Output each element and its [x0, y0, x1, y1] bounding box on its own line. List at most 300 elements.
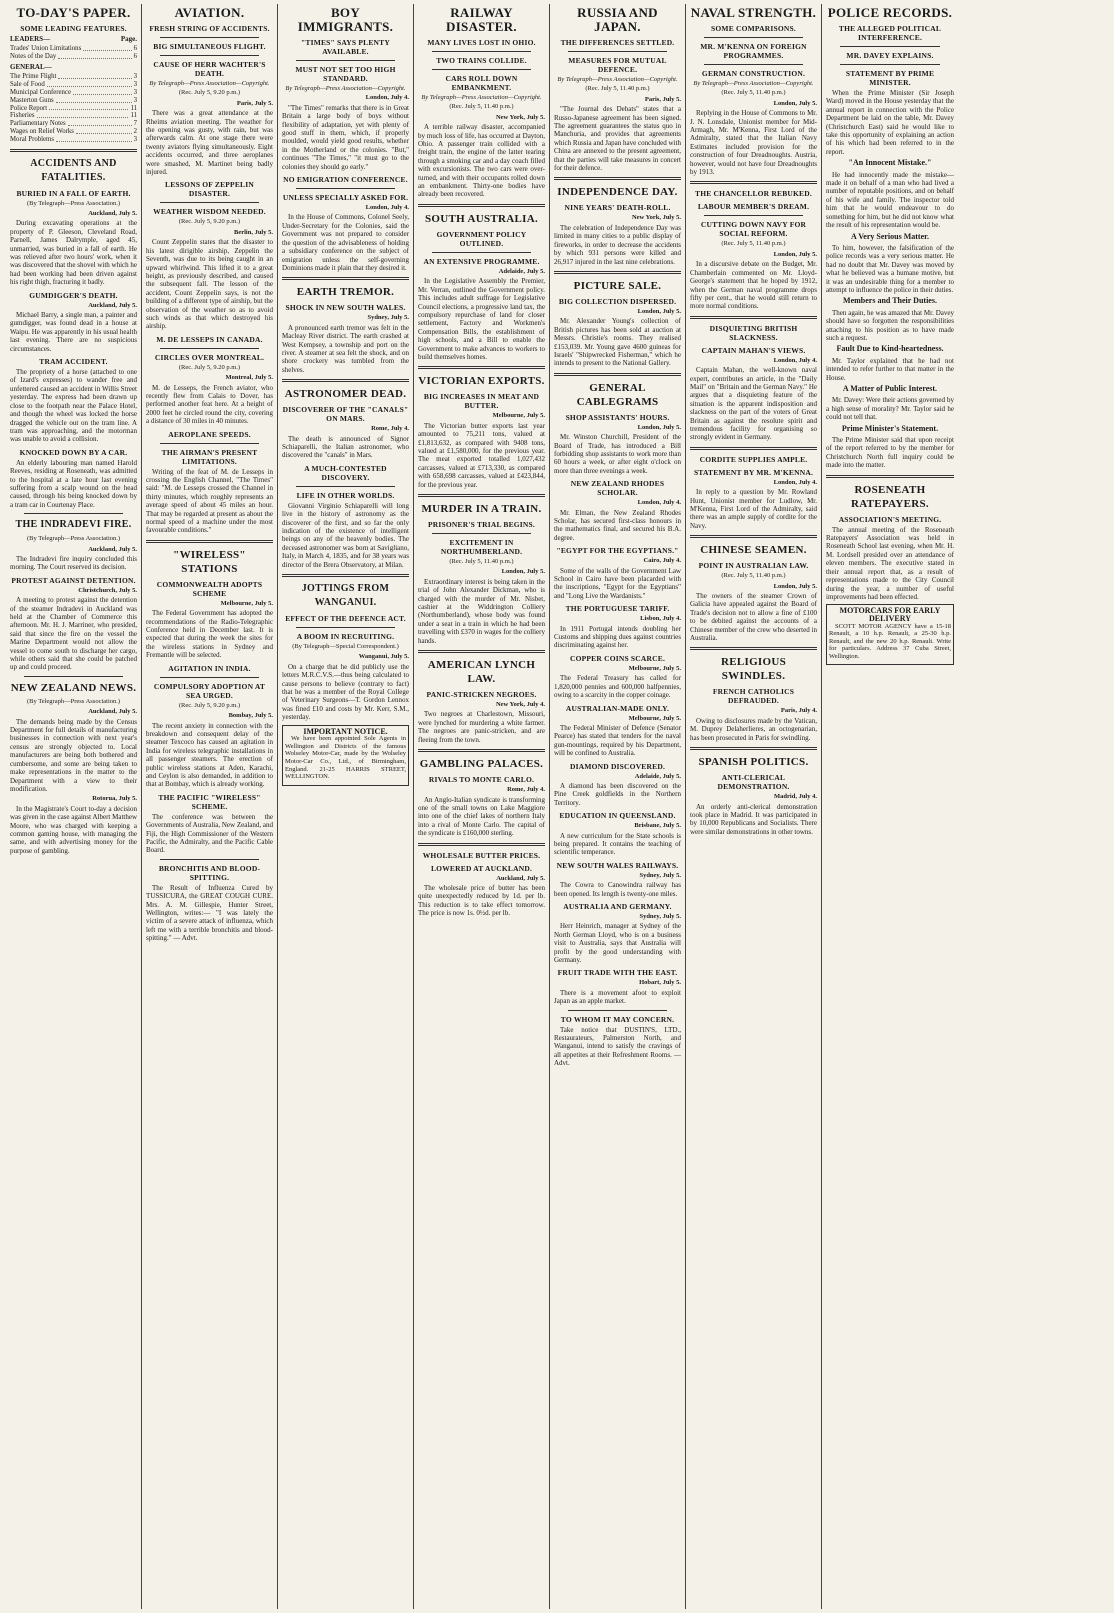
advert-heading: MOTORCARS FOR EARLY DELIVERY: [839, 606, 941, 623]
received-time: (Rec. July 5, 11.40 p.m.): [721, 89, 786, 97]
index-label: Trades' Union Limitations: [10, 45, 82, 53]
article-subhead: PRISONER'S TRIAL BEGINS.: [428, 520, 535, 529]
divider: [296, 60, 395, 61]
spanish-politics-heading: SPANISH POLITICS.: [698, 756, 809, 769]
article-body: A diamond has been discovered on the Pine Creek goldfields in the Northern Territory.: [554, 781, 681, 807]
index-dots: [56, 97, 132, 103]
general-heading: GENERAL—: [10, 63, 52, 71]
article-subhead: MUST NOT SET TOO HIGH STANDARD.: [295, 65, 396, 83]
railway-disaster-heading: RAILWAY DISASTER.: [446, 5, 517, 34]
index-dots: [68, 120, 132, 126]
article-subhead: SOME COMPARISONS.: [711, 24, 796, 33]
article-body: The propriety of a horse (attached to one of Izard's expresses) to wander free and unfettered caused an accident in Willis Street yesterday. The express had been drawn up close to the footpath near the Palace Hotel, and though the wheel was locked the horse dragged the vehicle out on the tram line. A tram was approaching, and the motorman was unable to avoid a collision.: [10, 368, 137, 444]
article-subhead: CAUSE OF HERR WACHTER'S DEATH.: [153, 60, 266, 78]
article-subhead: ASSOCIATION'S MEETING.: [838, 514, 942, 524]
astronomer-heading: ASTRONOMER DEAD.: [284, 388, 407, 401]
divider: [418, 204, 545, 207]
index-item[interactable]: [10, 45, 137, 53]
received-time: (Rec. July 5, 9.20 p.m.): [178, 89, 241, 97]
dateline: Christchurch, July 5.: [78, 586, 137, 594]
article-body: Mr. Taylor explained that he had not intended to refer further to that matter in the House.: [826, 356, 954, 382]
received-time: (Rec. July 5, 11.40 p.m.): [721, 572, 786, 580]
article-subhead: EFFECT OF THE DEFENCE ACT.: [285, 614, 406, 624]
dateline: London, July 4.: [637, 499, 681, 507]
divider: [418, 494, 545, 497]
article-body: An Anglo-Italian syndicate is transforming one of the small towns on Lake Maggiore into one of the chief lakes of northern Italy into a rival of Monte Carlo. The capital of the syndicate is £160,000 sterling.: [418, 795, 545, 838]
article-body: An elderly labouring man named Harold Reeves, residing at Roseneath, was admitted to the hospital at a late hour last evening suffering from a scalp wound on the head caused, through his being knocked down by a tram car in Courtenay Place.: [10, 458, 137, 509]
lynch-law-heading: AMERICAN LYNCH LAW.: [427, 659, 536, 686]
article-body: Mr. Alexander Young's collection of British pictures has been sold at auction at Messrs. Christie's rooms. They realised £153,039. Mr. Young gave 4600 guineas for Israels' "Shipwrecked Fisherman," which he intends to present to the National Gallery.: [554, 317, 681, 368]
article-subhead: UNLESS SPECIALLY ASKED FOR.: [282, 193, 409, 203]
article-subhead: THE DIFFERENCES SETTLED.: [560, 38, 675, 47]
index-dots: [76, 128, 132, 134]
index-item[interactable]: [10, 97, 137, 105]
dateline: Auckland, July 5.: [496, 874, 545, 882]
article-subhead: CIRCLES OVER MONTREAL.: [154, 352, 265, 362]
earth-tremor-heading: EARTH TREMOR.: [296, 286, 395, 299]
received-time: (Rec. July 5, 11.40 p.m.): [449, 103, 514, 111]
boy-immigrants-heading: BOY IMMIGRANTS.: [297, 5, 394, 34]
article-subhead: THE CHANCELLOR REBUKED.: [695, 189, 812, 199]
article-subhead: THE PACIFIC "WIRELESS" SCHEME.: [158, 792, 261, 811]
dateline: Melbourne, July 5.: [628, 664, 681, 672]
article-subhead: WEATHER WISDOM NEEDED.: [153, 207, 266, 217]
index-label: Notes of the Day: [10, 53, 57, 61]
article-subhead: NEW SOUTH WALES RAILWAYS.: [556, 860, 679, 870]
todays-paper-subtitle: SOME LEADING FEATURES.: [20, 24, 127, 33]
dateline: Sydney, July 5.: [367, 314, 409, 322]
leaders-heading: [10, 35, 137, 43]
index-dots: [58, 53, 131, 59]
article-body: The Victorian butter exports last year amounted to 75,211 tons, valued at £1,813,632, as compared with 9408 tons, valued at £1,580,000, for the previous year. The meat exported totalled 1,027,432 carcasses, valued at £713,330, as compared with 658,698 carcasses, valued at £423,844, for the previous year.: [418, 421, 545, 489]
divider: [690, 316, 817, 319]
index-label: Sale of Food: [10, 81, 45, 89]
article-subhead: AN EXTENSIVE PROGRAMME.: [423, 256, 540, 266]
dateline: London, July 4.: [365, 94, 409, 102]
advert-body: We have been appointed Sole Agents in Wellington and Districts of the famous Wolseley Motor-Car, made by the Wolseley Motor-Car Co., Ltd., of Birmingham, England. 21-25 HARRIS STREET, WELLINGTON.: [285, 735, 406, 781]
divider: [160, 55, 259, 56]
article-subhead: M. DE LESSEPS IN CANADA.: [156, 334, 263, 344]
article-subhead: STATEMENT BY MR. M'KENNA.: [693, 467, 814, 477]
received-time: (Rec. July 5, 11.40 p.m.): [449, 558, 514, 565]
section-heading: Prime Minister's Statement.: [841, 423, 939, 433]
article-subhead: LABOUR MEMBER'S DREAM.: [697, 202, 810, 212]
article-subhead: "TIMES" SAYS PLENTY AVAILABLE.: [301, 38, 390, 56]
divider: [160, 677, 259, 678]
article-subhead: BIG SIMULTANEOUS FLIGHT.: [153, 42, 266, 51]
article-subhead: AEROPLANE SPEEDS.: [168, 429, 251, 439]
advert-body: The Result of Influenza Cured by TUSSICURA, the GREAT COUGH CURE. Mrs. A. M. Gillespie, Hunter Street, Wellington, writes:— "I was lately the victim of a severe attack of influenza, which left me with a terrible bronchitis and blood-spitting." — Advt.: [146, 883, 273, 943]
leaders-label: LEADERS—: [10, 35, 51, 43]
divider: [690, 447, 817, 450]
article-body: The demands being made by the Census Department for full details of manufacturing businesses in connection with next year's census are strongly objected to. Local manufacturers are being both bothered and cumbersome, and some are being taken to make representations in the matter to the Department with a view to their modification.: [10, 717, 137, 793]
dateline: Adelaide, July 5.: [634, 772, 681, 780]
divider: [690, 647, 817, 650]
dateline: London, July 5.: [501, 568, 545, 576]
divider: [282, 277, 409, 280]
article-body: An orderly anti-clerical demonstration took place in Madrid. It was participated in by 10,000 Republicans and Socialists. There were similar demonstrations in other towns.: [690, 802, 817, 836]
article-subhead: COMPULSORY ADOPTION AT SEA URGED.: [153, 681, 266, 700]
article-subhead: KNOCKED DOWN BY A CAR.: [19, 447, 128, 457]
index-label: Police Report: [10, 104, 48, 112]
article-body: Count Zeppelin states that the disaster to his latest dirigible airship, Zeppelin the Seventh, was due to its being caught in an upward whirlwind. This lifted it to a great height, as previously described, and caused the subsequent fall. The lesson of the accident, Count Zeppelin says, is not the building of a different type of airship, but the observation of the weather so as to avoid such winds as that which destroyed his airship.: [146, 238, 273, 331]
dateline: Melbourne, July 5.: [628, 714, 681, 722]
divider: [554, 177, 681, 180]
article-subhead: WHOLESALE BUTTER PRICES.: [422, 850, 541, 860]
index-item[interactable]: [10, 81, 137, 89]
article-body: The Federal Government has adopted the recommendations of the Radio-Telegraphic Conference held in December last. It is expected that during the week the sites for the wireless stations in Sydney and Fremantle will be selected.: [146, 609, 273, 660]
dateline: Cairo, July 4.: [643, 557, 681, 565]
dateline: Paris, July 4.: [780, 707, 817, 715]
article-body: Writing of the feat of M. de Lesseps in crossing the English Channel, "The Times" said: "M. de Lesseps crossed the Channel in thirty minutes, which roughly represents an average speed of about 45 miles an hour. That may be regarded at present as about the normal speed of a machine under the most favourable conditions.": [146, 467, 273, 535]
article-body: On a charge that he did publicly use the letters M.R.C.V.S.—thus being calculated to cause persons to believe (contrary to fact) that he was a member of the Royal College of Veterinary Surgeons—T. Gordon Lennox was fined £10 and costs by Mr. Kerr, S.M., yesterday.: [282, 662, 409, 722]
dateline: London, July 4.: [773, 478, 817, 486]
accidents-heading: ACCIDENTS AND FATALITIES.: [30, 157, 117, 183]
advert-heading: IMPORTANT NOTICE.: [303, 726, 388, 736]
divider: [418, 749, 545, 752]
divider: [840, 46, 940, 47]
index-item[interactable]: [10, 89, 137, 97]
article-subhead: THE PORTUGUESE TARIFF.: [565, 604, 670, 614]
victorian-exports-heading: VICTORIAN EXPORTS.: [418, 375, 545, 388]
dateline: Auckland, July 5.: [88, 708, 137, 716]
dateline: Lisbon, July 4.: [640, 615, 681, 623]
section-heading: A Matter of Public Interest.: [842, 384, 938, 393]
byline: (By Telegraph—Press Association.): [26, 697, 121, 705]
divider: [296, 188, 395, 189]
divider: [160, 202, 259, 203]
article-subhead: EDUCATION IN QUEENSLAND.: [559, 811, 676, 821]
article-body: "The Journal des Debats" states that a Russo-Japanese agreement has been signed. The agreement guarantees the status quo in Manchuria, and provides that agreements which Russia and Japan have concluded with China are annexed to the present agreement, that the parties will take measures in concert for their defence.: [554, 105, 681, 173]
column-1: [6, 4, 142, 1609]
wireless-heading: "WIRELESS" STATIONS: [173, 548, 246, 575]
article-body: M. de Lesseps, the French aviator, who recently flew from Calais to Dover, has performed another feat here. At a height of 2000 feet he circled round the city, covering a distance of 30 miles in 40 minutes.: [146, 383, 273, 426]
article-subhead: COPPER COINS SCARCE.: [569, 653, 666, 663]
article-body: "The Times" remarks that there is in Great Britain a large body of boys without flexibility of adaptation, yet with plenty of good stuff in them, which, if properly moulded, would yield good results, whether in the Motherland or the colonies. "But," continues "The Times," "it must go to the colonies they should go early.": [282, 103, 409, 171]
article-body: In 1911 Portugal intends doubling her Customs and shipping dues against countries discriminating against her.: [554, 624, 681, 650]
index-page: 11: [130, 112, 137, 120]
index-item[interactable]: [10, 136, 137, 144]
indradevi-heading: THE INDRADEVI FIRE.: [15, 519, 132, 531]
todays-paper-title: TO-DAY'S PAPER.: [16, 5, 131, 20]
article-subhead: PROTEST AGAINST DETENTION.: [11, 575, 136, 585]
article-body: In the Legislative Assembly the Premier, Mr. Verran, outlined the Government policy. This includes adult suffrage for Legislative Council elections, a progressive land tax, the compulsory repurchase of land for closer settlement, Factory and Workmen's Compensation Bills, the establishment of high schools, and a Bill to enable the Government to make advances to workers to build themselves homes.: [418, 277, 545, 361]
section-heading: Fault Due to Kind-heartedness.: [836, 344, 944, 354]
article-subhead: A MUCH-CONTESTED DISCOVERY.: [304, 463, 387, 482]
dateline: Berlin, July 5.: [233, 228, 273, 236]
divider: [432, 51, 531, 52]
article-subhead: TRAM ACCIDENT.: [39, 357, 108, 367]
article-subhead: "EGYPT FOR THE EGYPTIANS.": [556, 546, 679, 556]
article-body: The owners of the steamer Crown of Galicia have appealed against the Board of Trade's decision not to allow a fine of £100 to be debited against the accounts of a Chinese member of the crew who deserted in Australia.: [690, 592, 817, 643]
dateline: London, July 5.: [773, 99, 817, 107]
article-body: Giovanni Virginio Schiaparelli will long live in the history of astronomy as the discoverer of the first, and so far the only indication of the existence of intelligent beings on any of the heavenly bodies. The deceased astronomer was born at Savigliano, Italy, in March 4, 1835, and for 38 years was director of the Brera Observatory, at Milan.: [282, 501, 409, 569]
article-subhead: AUSTRALIAN-MADE ONLY.: [565, 703, 670, 713]
byline: (By Telegraph—Special Correspondent.): [292, 643, 399, 651]
wanganui-heading: JOTTINGS FROM WANGANUI.: [301, 583, 390, 609]
dateline: Auckland, July 5.: [88, 209, 137, 217]
index-dots: [37, 112, 129, 118]
byline: By Telegraph—Press Association—Copyright.: [421, 94, 542, 101]
divider: [554, 373, 681, 376]
police-records-heading: POLICE RECORDS.: [827, 5, 953, 20]
index-item[interactable]: [10, 120, 137, 128]
dateline: New York, July 4.: [495, 701, 545, 709]
divider: [432, 533, 531, 534]
dateline: Brisbane, July 5.: [634, 822, 681, 830]
article-subhead: GERMAN CONSTRUCTION.: [701, 69, 806, 78]
divider: [282, 574, 409, 577]
article-subhead: TWO TRAINS COLLIDE.: [436, 56, 527, 65]
index-page: 6: [133, 45, 137, 53]
divider: [24, 676, 123, 677]
index-label: The Prime Flight: [10, 73, 57, 81]
byline: By Telegraph—Press Association—Copyright.: [285, 85, 406, 92]
index-label: Moral Problems: [10, 135, 54, 143]
advert-heading: BRONCHITIS AND BLOOD-SPITTING.: [158, 863, 261, 882]
article-subhead: CARS ROLL DOWN EMBANKMENT.: [445, 74, 518, 92]
page-label: Page.: [120, 35, 137, 43]
received-time: (Rec. July 5, 11.40 p.m.): [721, 240, 786, 248]
article-subhead: NEW ZEALAND RHODES SCHOLAR.: [570, 479, 665, 498]
article-subhead: NO EMIGRATION CONFERENCE.: [283, 175, 408, 185]
divider: [554, 271, 681, 274]
index-page: 3: [133, 96, 137, 104]
divider: [296, 627, 395, 628]
roseneath-heading: ROSENEATH RATEPAYERS.: [851, 483, 929, 510]
article-subhead: BIG COLLECTION DISPERSED.: [558, 296, 677, 306]
section-heading: Members and Their Duties.: [843, 296, 937, 306]
index-label: Wages on Relief Works: [10, 127, 74, 135]
article-body: There was a great attendance at the Rheims aviation meeting. The weather for the opening was gusty, with rain, but was afterwards calm. At one stage there were twenty aviators flying simultaneously. Eight accidents occurred, and three aeroplanes were smashed, M. Martinet being badly injured.: [146, 109, 273, 177]
murder-train-heading: MURDER IN A TRAIN.: [421, 503, 542, 515]
index-page: 7: [133, 120, 137, 128]
article-subhead: MR. M'KENNA ON FOREIGN PROGRAMMES.: [700, 42, 807, 60]
index-label: Masterton Guns: [10, 96, 54, 104]
article-body: A pronounced earth tremor was felt in the Macleay River district. The earth crashed at West Kempsey, a township and port on the river. A steamer at sea felt the shock, and on shore crockery was tumbled from the shelves.: [282, 323, 409, 374]
divider: [24, 513, 123, 514]
article-subhead: ANTI-CLERICAL DEMONSTRATION.: [717, 773, 790, 792]
dateline: London, July 5.: [773, 250, 817, 258]
section-heading: "An Innocent Mistake.": [848, 158, 932, 168]
advert-body: Take notice that DUSTIN'S, LTD., Restaurateurs, Palmerston North, and Wanganui, intend to satisfy the cravings of all appetites at their Refreshment Rooms. — Advt.: [554, 1025, 681, 1068]
article-subhead: DIAMOND DISCOVERED.: [569, 761, 666, 771]
article-subhead: LOWERED AT AUCKLAND.: [430, 863, 533, 873]
article-subhead: BIG INCREASES IN MEAT AND BUTTER.: [423, 392, 540, 411]
divider: [826, 475, 954, 478]
index-page: 6: [133, 53, 137, 61]
index-item[interactable]: [10, 73, 137, 81]
dateline: London, July 5.: [637, 307, 681, 315]
article-body: The Indradevi fire inquiry concluded this morning. The Court reserved its decision.: [10, 554, 137, 572]
divider: [690, 747, 817, 750]
divider: [568, 1010, 667, 1011]
article-body: The Cowra to Canowindra railway has been opened. Its length is twenty-one miles.: [554, 881, 681, 898]
index-page: 3: [133, 81, 137, 89]
article-subhead: GUMDIGGER'S DEATH.: [29, 290, 118, 300]
dateline: London, July 5.: [637, 423, 681, 431]
article-body: Owing to disclosures made by the Vatican, M. Duprey Delaherlieres, an octogenarian, has been prosecuted in Paris for swindling.: [690, 716, 817, 742]
dateline: Paris, July 5.: [236, 99, 273, 107]
dateline: London, July 4.: [365, 204, 409, 212]
dateline: New York, July 5.: [495, 113, 545, 121]
received-time: (Rec. July 5, 9.20 p.m.): [178, 218, 241, 226]
article-body: In a discursive debate on the Budget, Mr. Chamberlain commented on Mr. Lloyd-George's statement that he hoped by 1912, when the German naval programme drops fifty per cent., that he would still return to more normal conditions.: [690, 260, 817, 311]
index-item[interactable]: [10, 53, 137, 61]
dateline: Melbourne, July 5.: [220, 599, 273, 607]
advert-body: SCOTT MOTOR AGENCY have a 15-18 Renault, a 10 h.p. Renault, a 25-30 h.p. Renault, and the new 20 h.p. Renault. Write for particulars. Address 37 Cuba Street, Wellington.: [829, 622, 951, 660]
article-body: A new curriculum for the State schools is being prepared. It contains the teaching of scientific temperance.: [554, 831, 681, 857]
advert-box: [826, 604, 954, 665]
divider: [704, 64, 803, 65]
column-2: [142, 4, 278, 1609]
article-subhead: GOVERNMENT POLICY OUTLINED.: [436, 229, 527, 248]
index-dots: [47, 81, 132, 87]
divider: [10, 149, 137, 152]
article-subhead: THE ALLEGED POLITICAL INTERFERENCE.: [838, 24, 942, 42]
aviation-heading: AVIATION.: [174, 5, 245, 20]
article-body: Mr. Davey: Were their actions governed by a high sense of morality? Mr. Taylor said he could not tell that.: [826, 396, 954, 422]
article-body: During excavating operations at the property of P. Gleeson, Cleveland Road, Parnell, James Dalrymple, aged 45, unmarried, was buried in a fall of earth. He was relieved after two hours' work, when it was discovered that the shovel with which he had been working had been driven against his right thigh, fracturing it badly.: [10, 219, 137, 287]
divider: [160, 348, 259, 349]
dateline: Wanganui, July 5.: [358, 653, 409, 661]
article-subhead: CORDITE SUPPLIES AMPLE.: [699, 454, 808, 464]
article-subhead: COMMONWEALTH ADOPTS SCHEME: [156, 579, 263, 598]
article-body: A terrible railway disaster, accompanied by much loss of life, has occurred at Dayton, Ohio. A passenger train collided with a freight train, the engine of the latter tearing through a smoking car and a day coach filled with excursionists. The two cars were over-turned, and with their occupants rolled down an embankment. Thirty-one bodies have already been recovered.: [418, 123, 545, 199]
article-body: Mr. Elman, the New Zealand Rhodes Scholar, has secured first-class honours in the mathematics final, and secured his B.A. degree.: [554, 508, 681, 542]
dateline: Auckland, July 5.: [88, 545, 137, 553]
article-subhead: BURIED IN A FALL OF EARTH.: [16, 188, 131, 198]
article-body: The death is announced of Signor Schiaparelli, the Italian astronomer, who discovered the "canals" in Mars.: [282, 434, 409, 460]
index-item[interactable]: [10, 112, 137, 120]
dateline: Adelaide, July 5.: [498, 267, 545, 275]
article-subhead: SHOP ASSISTANTS' HOURS.: [565, 412, 670, 422]
divider: [418, 366, 545, 369]
divider: [568, 51, 667, 52]
dateline: Montreal, July 5.: [225, 374, 273, 382]
advert-heading: TO WHOM IT MAY CONCERN.: [560, 1014, 675, 1024]
divider: [146, 540, 273, 543]
article-subhead: LIFE IN OTHER WORLDS.: [296, 490, 395, 500]
received-time: (Rec. July 5, 9.20 p.m.): [178, 363, 241, 371]
index-dots: [58, 73, 131, 79]
column-5: [550, 4, 686, 1609]
byline: (By Telegraph—Press Association.): [26, 199, 121, 207]
divider: [160, 859, 259, 860]
article-subhead: SHOCK IN NEW SOUTH WALES.: [285, 303, 406, 313]
dateline: London, July 5.: [773, 582, 817, 590]
byline: By Telegraph—Press Association—Copyright.: [693, 80, 814, 87]
article-body: In reply to a question by Mr. Rowland Hunt, Unionist member for Ludlow, Mr. M'Kenna, First Lord of the Admiralty, said there was an ample supply of cordite for the Navy.: [690, 488, 817, 530]
religious-swindles-heading: RELIGIOUS SWINDLES.: [720, 656, 787, 683]
article-body: The Federal Minister of Defence (Senator Pearce) has stated that tenders for the naval gun-mountings, required by his Department, will be confined to Australia.: [554, 723, 681, 758]
index-label: Municipal Conference: [10, 89, 71, 96]
south-australia-heading: SOUTH AUSTRALIA.: [425, 212, 538, 225]
dateline: Rome, July 4.: [507, 786, 545, 794]
article-body: The celebration of Independence Day was limited in many cities to a public display of fireworks, in order to decrease the accidents by which 931 persons were killed and 26,917 injured in the last nine celebrations.: [554, 223, 681, 266]
dateline: New York, July 5.: [631, 214, 681, 222]
general-cablegrams-heading: GENERAL CABLEGRAMS: [576, 381, 659, 408]
divider: [418, 843, 545, 846]
index-item[interactable]: [10, 128, 137, 136]
article-subhead: MANY LIVES LOST IN OHIO.: [427, 38, 536, 47]
article-subhead: THE AIRMAN'S PRESENT LIMITATIONS.: [161, 447, 258, 466]
article-body: Mr. Winston Churchill, President of the Board of Trade, has introduced a Bill forbidding shop assistants to work more than 60 hours a week, or after eight o'clock on more than three evenings a week.: [554, 433, 681, 475]
divider: [704, 37, 803, 38]
article-subhead: AGITATION IN INDIA.: [168, 663, 251, 673]
dateline: Sydney, July 5.: [639, 871, 681, 879]
divider: [432, 69, 531, 70]
dateline: Rotorua, July 5.: [92, 795, 137, 803]
article-subhead: PANIC-STRICKEN NEGROES.: [426, 690, 537, 700]
article-subhead: CUTTING DOWN NAVY FOR SOCIAL REFORM.: [700, 220, 807, 239]
article-body: In the Magistrate's Court to-day a decision was given in the case against Albert Matthew Moore, who was charged with keeping a common gaming house, with managing the same, and with advertising money for the purpose of gambling.: [10, 804, 137, 855]
leaders-index: [10, 45, 137, 61]
article-body: There is a movement afoot to exploit Japan as an apple market.: [554, 988, 681, 1006]
article-body: The Federal Treasury has called for 1,820,000 pennies and 600,000 halfpennies, owing to a scarcity in the copper coinage.: [554, 674, 681, 700]
divider: [432, 252, 531, 253]
article-subhead: DISQUIETING BRITISH SLACKNESS.: [709, 323, 798, 342]
article-body: Some of the walls of the Government Law School in Cairo have been placarded with the inscriptions, "Egypt for the Egyptians" and "Long Live the Wardanists.": [554, 566, 681, 600]
index-dots: [56, 136, 132, 142]
dateline: Melbourne, July 5.: [492, 412, 545, 420]
divider: [418, 650, 545, 653]
article-subhead: RIVALS TO MONTE CARLO.: [428, 775, 535, 785]
divider: [690, 181, 817, 184]
dateline: London, July 4.: [773, 356, 817, 364]
received-time: (Rec. July 5, 11.40 p.m.): [585, 85, 650, 93]
column-7: [822, 4, 958, 1609]
naval-strength-heading: NAVAL STRENGTH.: [690, 5, 817, 20]
article-body: The conference was between the Governments of Australia, New Zealand, and Fiji, the High Commissioner of the Western Pacific, the Admiralty, and the Pacific Cable Board.: [146, 812, 273, 855]
article-subhead: FRUIT TRADE WITH THE EAST.: [557, 968, 678, 978]
divider: [282, 379, 409, 382]
dateline: Paris, July 5.: [644, 95, 681, 103]
column-3: [278, 4, 414, 1609]
article-subhead: FRENCH CATHOLICS DEFRAUDED.: [712, 687, 795, 706]
index-label: Parliamentary Notes: [10, 120, 66, 128]
divider: [296, 486, 395, 487]
article-body: Two negroes at Charlestown, Missouri, were lynched for murdering a white farmer. The negroes are panic-stricken, and are fleeing from the town.: [418, 710, 545, 744]
byline: (By Telegraph—Press Association.): [26, 535, 121, 543]
byline: By Telegraph—Press Association—Copyright.: [149, 80, 270, 87]
divider: [840, 64, 940, 65]
byline: By Telegraph—Press Association—Copyright.: [557, 76, 678, 83]
article-body: In the House of Commons, Colonel Seely, Under-Secretary for the Colonies, said the Government was not prepared to consider the question of the advisableness of holding a subsidiary conference on the subject of emigration unless the self-governing Dominions made it plain that they desired it.: [282, 213, 409, 272]
article-subhead: POINT IN AUSTRALIAN LAW.: [698, 561, 809, 571]
article-body: Replying in the House of Commons to Mr. J. N. Lonsdale, Unionist member for Mid-Armagh, Mr. M'Kenna, First Lord of the Admiralty, stated that the Italian Navy Estimates included provision for the construction of four Dreadnoughts. Austria, however, would not have four Dreadnoughts by 1913.: [690, 109, 817, 177]
article-subhead: MR. DAVEY EXPLAINS.: [846, 51, 934, 60]
index-label: Fisheries: [10, 112, 35, 120]
article-subhead: STATEMENT BY PRIME MINISTER.: [845, 69, 935, 87]
independence-day-heading: INDEPENDENCE DAY.: [557, 186, 678, 199]
article-subhead: LESSONS OF ZEPPELIN DISASTER.: [165, 180, 254, 199]
article-body: Extraordinary interest is being taken in the trial of John Alexander Dickman, who is charged with the murder of Mr. Nisbet, cashier at the Widdrington Colliery (Northumberland), whose body was found under a seat in a train in which he had been travelling with £370 in wages for the colliery hands.: [418, 577, 545, 645]
article-body: Michael Barry, a single man, a painter and gumdigger, was found dead in a house at Waipu. He was apparently in his usual health last evening. There are no suspicious circumstances.: [10, 311, 137, 353]
divider: [704, 215, 803, 216]
divider: [160, 443, 259, 444]
general-index: [10, 73, 137, 143]
index-item[interactable]: [10, 105, 137, 113]
divider: [160, 37, 259, 38]
nz-news-heading: NEW ZEALAND NEWS.: [10, 681, 137, 694]
article-body: The recent anxiety in connection with the breakdown and consequent delay of the steamer Texcoco has caused an agitation in India for wireless telegraphic installations in all passenger steamers. The erection of public wireless stations at Aden, Karachi, and Ceylon is also demanded, in addition to that at Bombay, which is already working.: [146, 721, 273, 789]
article-subhead: A BOOM IN RECRUITING.: [296, 632, 395, 642]
index-page: 3: [133, 89, 137, 96]
index-page: 2: [133, 127, 137, 135]
chinese-seamen-heading: CHINESE SEAMEN.: [700, 544, 807, 557]
article-subhead: AUSTRALIA AND GERMANY.: [563, 902, 672, 911]
